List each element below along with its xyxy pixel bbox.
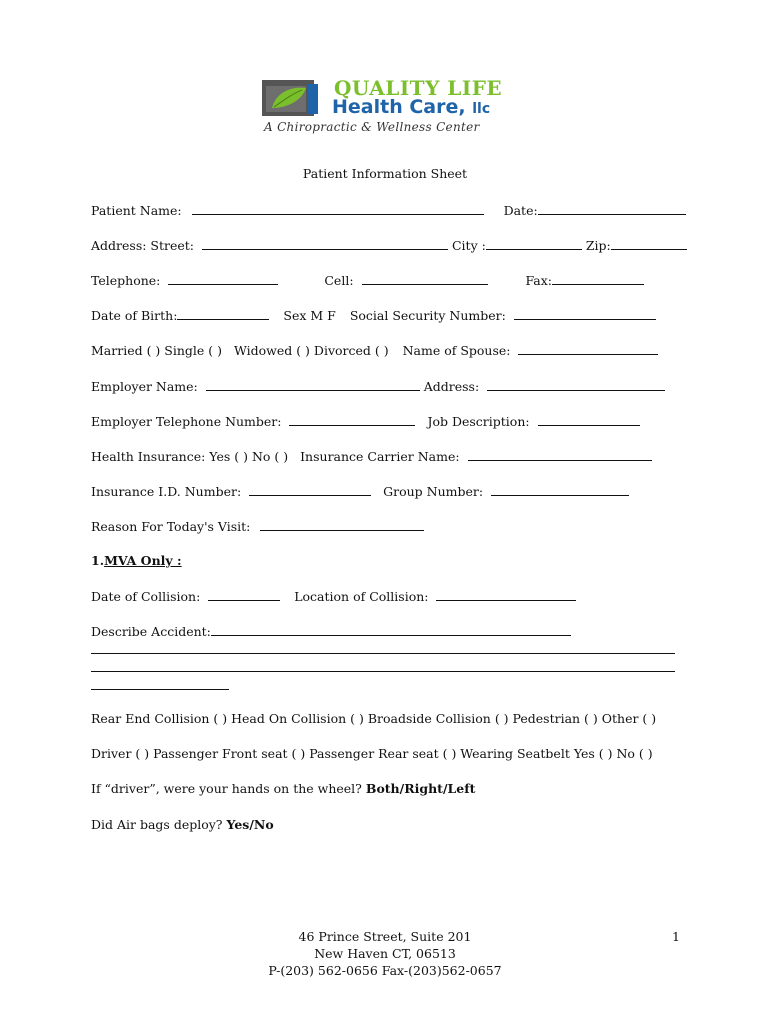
row-reason (91, 518, 424, 534)
label-zip: Zip: (585, 238, 611, 253)
row-marital-status (91, 342, 658, 358)
label-insurance-id: Insurance I.D. Number: (91, 484, 242, 499)
leaf-logo-icon (262, 78, 322, 120)
row-telephone (91, 272, 644, 288)
fax-field[interactable] (552, 272, 644, 285)
logo-text-health-care: Health Care, llc (332, 96, 491, 118)
checkbox-single[interactable]: Single ( ) (164, 343, 223, 358)
describe-accident-field[interactable] (211, 623, 571, 636)
describe-accident-line-3[interactable] (91, 671, 675, 672)
occupant-options[interactable]: Driver ( ) Passenger Front seat ( ) Passenger Rear seat ( ) Wearing Seatbelt Yes ( ) No ( ) (91, 746, 653, 761)
label-dob: Date of Birth: (91, 308, 178, 323)
date-collision-field[interactable] (208, 588, 280, 601)
telephone-field[interactable] (168, 272, 278, 285)
label-city: City : (451, 238, 486, 253)
patient-name-field[interactable] (192, 202, 484, 215)
date-field[interactable] (538, 202, 686, 215)
label-carrier-name: Insurance Carrier Name: (300, 449, 460, 464)
footer-street: 46 Prince Street, Suite 201 (298, 929, 472, 944)
label-address-street: Address: Street: (91, 238, 195, 253)
airbags-question: Did Air bags deploy? (91, 817, 223, 832)
reason-field[interactable] (260, 518, 424, 531)
label-describe-accident: Describe Accident: (91, 624, 211, 639)
street-field[interactable] (202, 237, 448, 250)
cell-field[interactable] (362, 272, 488, 285)
label-spouse: Name of Spouse: (402, 343, 511, 358)
row-patient-name (91, 202, 686, 218)
row-dob (91, 307, 656, 323)
label-date-collision: Date of Collision: (91, 589, 201, 604)
describe-accident-line-4[interactable] (91, 689, 229, 690)
checkbox-divorced[interactable]: Divorced ( ) (313, 343, 389, 358)
checkbox-married[interactable]: Married ( ) (91, 343, 161, 358)
employer-address-field[interactable] (487, 378, 665, 391)
label-employer-name: Employer Name: (91, 379, 198, 394)
checkbox-widowed[interactable]: Widowed ( ) (233, 343, 310, 358)
row-airbags (91, 817, 274, 832)
insurance-id-field[interactable] (249, 483, 371, 496)
label-location-collision: Location of Collision: (294, 589, 429, 604)
row-address (91, 237, 687, 253)
city-field[interactable] (486, 237, 582, 250)
employer-phone-field[interactable] (289, 413, 415, 426)
spouse-field[interactable] (518, 342, 658, 355)
row-employer (91, 378, 665, 394)
carrier-name-field[interactable] (468, 448, 652, 461)
label-employer-phone: Employer Telephone Number: (91, 414, 282, 429)
label-employer-address: Address: (423, 379, 480, 394)
label-sex[interactable]: Sex M F (283, 308, 336, 323)
hands-question: If “driver”, were your hands on the wheel? (91, 781, 362, 796)
airbags-options[interactable]: Yes/No (226, 817, 274, 832)
hands-options[interactable]: Both/Right/Left (365, 781, 476, 796)
label-date: Date: (503, 203, 538, 218)
footer-address (0, 928, 770, 979)
label-ssn: Social Security Number: (349, 308, 506, 323)
row-health-insurance (91, 448, 652, 464)
label-group-number: Group Number: (383, 484, 484, 499)
label-reason: Reason For Today's Visit: (91, 519, 251, 534)
label-fax: Fax: (525, 273, 553, 288)
logo-tagline: A Chiropractic & Wellness Center (264, 120, 480, 134)
row-hands-on-wheel (91, 781, 475, 796)
label-job-description: Job Description: (427, 414, 530, 429)
logo-text-quality-life: QUALITY LIFE (334, 76, 503, 100)
company-logo (258, 76, 518, 140)
row-collision (91, 588, 576, 604)
dob-field[interactable] (177, 307, 269, 320)
location-collision-field[interactable] (436, 588, 576, 601)
job-description-field[interactable] (538, 413, 640, 426)
health-insurance-options[interactable]: Health Insurance: Yes ( ) No ( ) (91, 449, 289, 464)
ssn-field[interactable] (514, 307, 656, 320)
zip-field[interactable] (611, 237, 687, 250)
footer-phone-fax: P-(203) 562-0656 Fax-(203)562-0657 (268, 963, 502, 978)
label-cell: Cell: (324, 273, 354, 288)
footer-city: New Haven CT, 06513 (314, 946, 456, 961)
employer-name-field[interactable] (206, 378, 420, 391)
row-employer-phone (91, 413, 640, 429)
row-insurance-id (91, 483, 629, 499)
label-patient-name: Patient Name: (91, 203, 182, 218)
mva-heading: 1.MVA Only : (91, 553, 182, 568)
collision-type-options[interactable]: Rear End Collision ( ) Head On Collision ( ) Broadside Collision ( ) Pedestrian ( ) Other ( ) (91, 711, 657, 726)
row-describe-accident (91, 623, 571, 639)
group-number-field[interactable] (491, 483, 629, 496)
page-title: Patient Information Sheet (302, 166, 468, 181)
describe-accident-line-2[interactable] (91, 653, 675, 654)
page-number: 1 (672, 929, 680, 944)
label-telephone: Telephone: (91, 273, 161, 288)
